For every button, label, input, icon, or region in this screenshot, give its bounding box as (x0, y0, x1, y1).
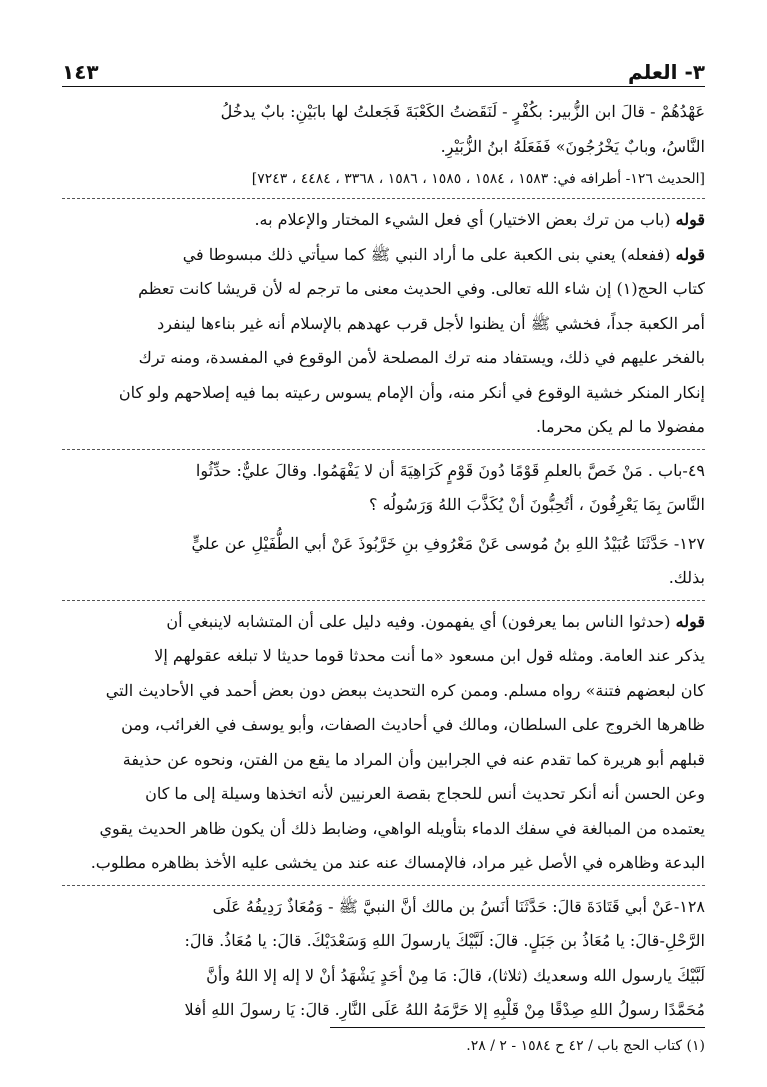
line-text: الرَّحْلِ-قالَ: يا مُعَاذُ بن جَبَلٍ. قالَ: لَبَّيْكَ يارسولَ اللهِ وَسَعْدَيْكَ. قالَ: يا مُعَاذُ. قالَ: (184, 931, 705, 950)
text-line (62, 561, 705, 596)
running-header (62, 50, 705, 84)
line-text: (حدثوا الناس بما يعرفون) أي يفهمون. وفيه دليل على أن المتشابه لاينبغي أن (166, 611, 676, 631)
line-text: ١٢٨-عَنْ أبي قَتَادَةَ قالَ: حَدَّثَنَا أنَسُ بن مالك أنَّ النبيَّ ﷺ - وَمُعَاذٌ رَدِيفُهُ عَلَى (212, 896, 705, 916)
line-text: يذكر عند العامة. ومثله قول ابن مسعود «ما أنت محدثا قوما حديثا لا تبلغه عقولهم إلا (154, 646, 705, 665)
section-divider (62, 198, 705, 199)
section-divider (62, 449, 705, 450)
text-line (62, 410, 705, 445)
text-line (62, 890, 705, 925)
commentary-label: قوله (675, 244, 705, 264)
line-text: [الحديث ١٢٦- أطرافه في: ١٥٨٣ ، ١٥٨٤ ، ١٥٨٥ ، ١٥٨٦ ، ٣٣٦٨ ، ٤٤٨٤ ، ٧٢٤٣] (251, 171, 705, 187)
text-line (62, 674, 705, 709)
footnote-rule (330, 1027, 705, 1028)
line-text: (ففعله) يعني بنى الكعبة على ما أراد النبي ﷺ كما سيأتي ذلك مبسوطا في (182, 244, 676, 264)
page-body (62, 95, 705, 1028)
text-line (62, 708, 705, 743)
line-text: مفضولا ما لم يكن محرما. (536, 417, 705, 436)
section-divider (62, 600, 705, 601)
text-line (62, 130, 705, 165)
line-text: مُحَمَّدًا رسولُ اللهِ صِدْقًا مِنْ قَلْبِهِ إلا حَرَّمَهُ اللهُ عَلَى النَّارِ. قالَ: يَا رسولَ اللهِ أفلا (184, 1000, 705, 1019)
text-line (62, 605, 705, 640)
text-line (62, 812, 705, 847)
line-text: وعن الحسن أنه أنكر تحديث أنس للحجاج بقصة العرنيين لأنه اتخذها وسيلة إلى ما كان (145, 784, 705, 803)
line-text: أمر الكعبة جداً، فخشي ﷺ أن يظنوا لأجل قرب عهدهم بالإسلام أنه غير بناءها لينفرد (157, 313, 705, 333)
text-line (62, 959, 705, 994)
line-text: يعتمده من المبالغة في سفك الدماء بتأويله الواهي، وضابط ذلك أن يكون ظاهر الحديث يقوي (99, 818, 705, 838)
text-line (62, 924, 705, 959)
line-text: بالفخر عليهم في ذلك، ويستفاد منه ترك المصلحة لأمن الوقوع في المفسدة، ومنه ترك (138, 348, 705, 367)
line-text: (باب من ترك بعض الاختيار) أي فعل الشيء المختار والإعلام به. (254, 210, 676, 229)
page-number: ١٤٣ (62, 60, 99, 84)
text-line (62, 846, 705, 881)
text-line (62, 777, 705, 812)
line-text: عَهْدُهُمْ - قالَ ابن الزُّبير: بكُفْرٍ - لَنَقَضتُ الكَعْبَةَ فَجَعلتُ لها بابَيْنِ: بابٌ يدخُلُ (220, 102, 705, 121)
line-text: البدعة وظاهره في الأصل غير مراد، فالإمساك عنه عند من يخشى عليه الأخذ بظاهره مطلوب. (90, 853, 705, 872)
text-line (62, 164, 705, 194)
header-rule (62, 86, 705, 87)
line-text: قبلهم أبو هريرة كما تقدم عنه في الجرابين وأن المراد ما يقع من الفتن، ونحوه عن حذيفة (122, 749, 705, 769)
chapter-title: ٣- العلم (628, 60, 705, 84)
commentary-label: قوله (675, 210, 705, 229)
text-line (62, 203, 705, 238)
text-line (62, 341, 705, 376)
text-line (62, 272, 705, 307)
section-divider (62, 885, 705, 886)
text-line (62, 488, 705, 523)
text-line (62, 993, 705, 1028)
text-line (62, 454, 705, 489)
text-line (62, 376, 705, 411)
line-text: إنكار المنكر خشية الوقوع في أنكر منه، وأن الإمام يسوس رعيته بما فيه إصلاحهم ولو كان (118, 382, 705, 402)
text-line (62, 238, 705, 273)
commentary-label: قوله (675, 611, 705, 631)
line-text: كتاب الحج(١) إن شاء الله تعالى. وفي الحديث معنى ما ترجم له لأن قريشا كانت تعظم (138, 279, 705, 298)
line-text: كان لبعضهم فتنة» رواه مسلم. وممن كره التحديث ببعض دون بعض أحمد في الأحاديث التي (105, 680, 705, 700)
footnote: (١) كتاب الحج باب / ٤٢ ح ١٥٨٤ - ٢ / ٢٨. (466, 1038, 705, 1054)
line-text: النَّاسُ، وبابٌ يَخْرُجُونَ» فَفَعَلَهُ ابنُ الزُّبَيْرِ. (440, 136, 705, 156)
line-text: ظاهرها الخروج على السلطان، ومالك في أحاديث الصفات، وأبو يوسف في الغرائب، ومن (121, 715, 705, 734)
line-text: بذلك. (668, 568, 705, 587)
text-line (62, 307, 705, 342)
text-line (62, 639, 705, 674)
line-text: لَبَّيْكَ يارسول الله وسعديك (ثلاثا)، قالَ: مَا مِنْ أحَدٍ يَشْهَدُ أنْ لا إله إلا اللهُ وأنَّ (206, 965, 705, 985)
line-text: ١٢٧- حَدَّثَنَا عُبَيْدُ اللهِ بنُ مُوسى عَنْ مَعْرُوفِ بنِ خَرَّبُوذَ عَنْ أبي الطُّفَيْلِ عن عليٍّ (191, 533, 705, 553)
text-line (62, 95, 705, 130)
line-text: النَّاسَ بِمَا يَعْرِفُونَ ، أتُحِبُّونَ أنْ يُكَذَّبَ اللهُ وَرَسُولُه ؟ (368, 495, 705, 514)
text-line (62, 527, 705, 562)
text-line (62, 743, 705, 778)
line-text: ٤٩-باب . مَنْ خَصَّ بالعلمِ قَوْمًا دُونَ قَوْمٍ كَرَاهِيَةَ أن لا يَفْهَمُوا. وقالَ عليٌّ: حدِّثُوا (195, 460, 705, 480)
